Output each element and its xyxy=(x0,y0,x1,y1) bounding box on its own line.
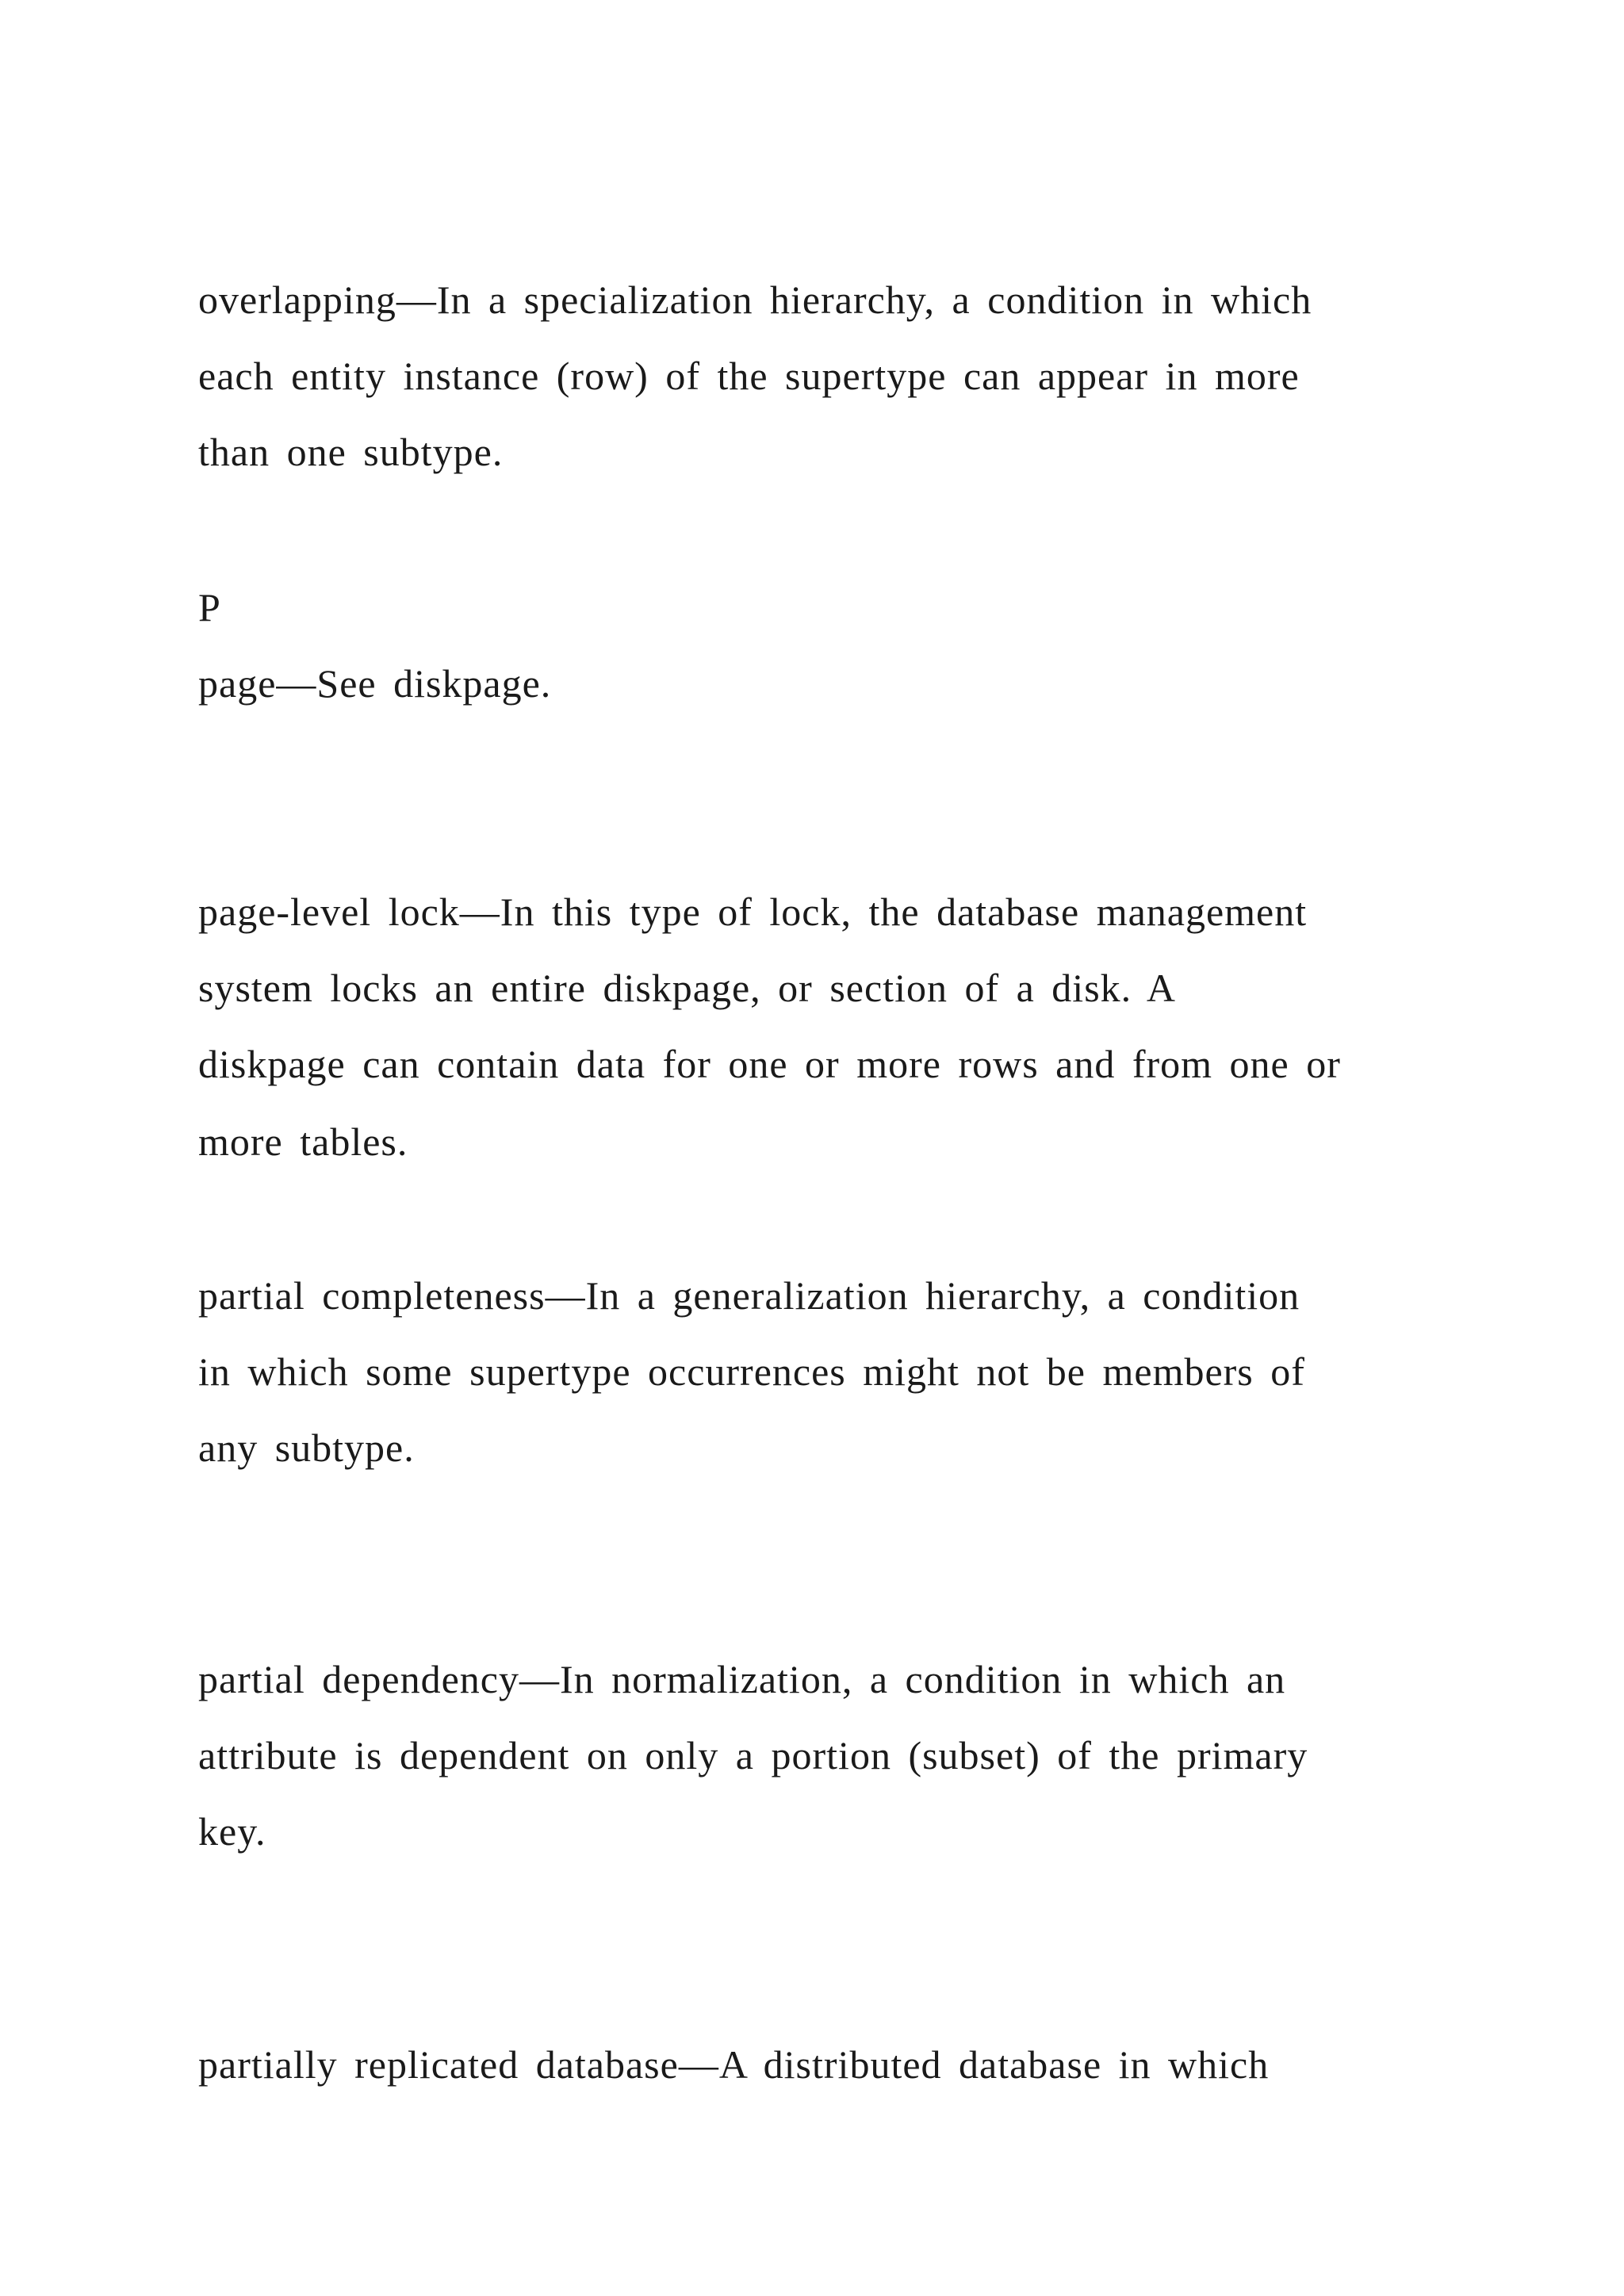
entry-partial-completeness-line-3: any subtype. xyxy=(198,1425,415,1470)
entry-overlapping-line-2: each entity instance (row) of the supertype can appear in more xyxy=(198,354,1300,398)
entry-partial-dependency-line-1: partial dependency—In normalization, a condition in which an xyxy=(198,1657,1286,1701)
entry-overlapping-line-3: than one subtype. xyxy=(198,430,504,474)
entry-partially-replicated-database-line-1: partially replicated database—A distributed database in which xyxy=(198,2042,1270,2087)
entry-page-level-lock-line-2: system locks an entire diskpage, or section of a disk. A xyxy=(198,966,1176,1010)
entry-partial-dependency-line-2: attribute is dependent on only a portion (subset) of the primary xyxy=(198,1733,1308,1777)
entry-page-line-1: page—See diskpage. xyxy=(198,661,552,706)
entry-overlapping-line-1: overlapping—In a specialization hierarchy, a condition in which xyxy=(198,277,1312,322)
entry-page-level-lock-line-4: more tables. xyxy=(198,1119,408,1164)
entry-page-level-lock-line-1: page-level lock—In this type of lock, the database management xyxy=(198,890,1308,934)
entry-partial-completeness-line-2: in which some supertype occurrences might not be members of xyxy=(198,1349,1305,1394)
entry-partial-dependency-line-3: key. xyxy=(198,1809,266,1854)
entry-partial-completeness-line-1: partial completeness—In a generalization hierarchy, a condition xyxy=(198,1273,1300,1318)
entry-page-level-lock-line-3: diskpage can contain data for one or more rows and from one or xyxy=(198,1042,1341,1086)
section-letter-p: P xyxy=(198,585,221,629)
